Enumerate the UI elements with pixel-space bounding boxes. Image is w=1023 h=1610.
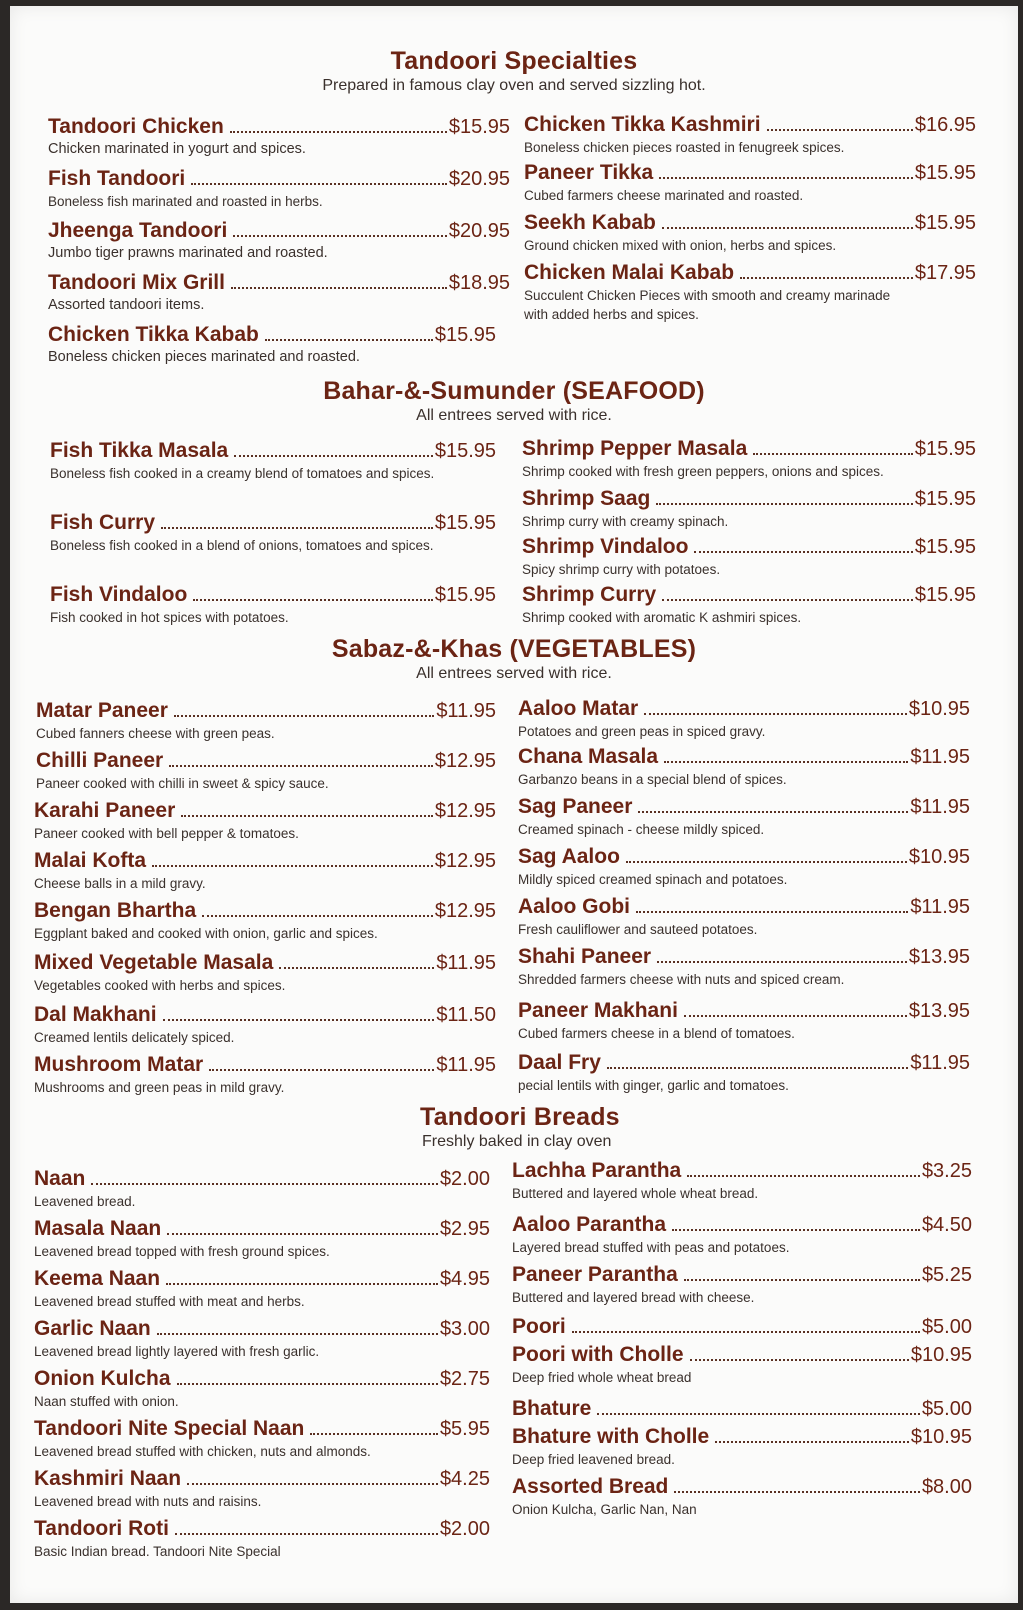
menu-item	[48, 218, 510, 263]
item-description: Mushrooms and green peas in mild gravy.	[34, 1080, 285, 1095]
section-seafood	[10, 376, 1018, 426]
dot-leader	[638, 811, 908, 813]
item-description: Leavened bread stuffed with meat and herbs.	[34, 1294, 305, 1309]
dot-leader	[662, 227, 913, 229]
menu-item	[48, 322, 496, 367]
item-description: Creamed spinach - cheese mildly spiced.	[518, 822, 765, 837]
item-name: Mixed Vegetable Masala	[34, 951, 274, 974]
dot-leader	[157, 1333, 438, 1335]
dot-leader	[636, 911, 908, 913]
menu-item	[34, 950, 496, 995]
item-description: Boneless fish cooked in a creamy blend of tomatoes and spices.	[50, 466, 435, 481]
item-description: Potatoes and green peas in spiced gravy.	[518, 724, 766, 739]
item-name: Kashmiri Naan	[34, 1467, 182, 1490]
dot-leader	[694, 551, 912, 553]
item-price: $13.95	[908, 1000, 970, 1022]
item-name: Garlic Naan	[34, 1317, 151, 1340]
dot-leader	[163, 1019, 435, 1021]
dot-leader	[690, 1359, 909, 1361]
dot-leader	[91, 1183, 438, 1185]
dot-leader	[167, 1233, 438, 1235]
dot-leader	[177, 1383, 438, 1385]
menu-item	[512, 1262, 972, 1307]
item-price: $15.95	[448, 116, 510, 138]
dot-leader	[767, 129, 913, 131]
menu-item	[36, 698, 496, 743]
item-price: $5.00	[921, 1316, 972, 1338]
menu-item	[34, 798, 496, 843]
item-price: $12.95	[434, 750, 496, 772]
menu-item	[34, 1316, 490, 1361]
dot-leader	[166, 1283, 438, 1285]
item-name: Bengan Bhartha	[34, 899, 197, 922]
menu-item	[512, 1212, 972, 1257]
dot-leader	[597, 1413, 920, 1415]
item-description: Fish cooked in hot spices with potatoes.	[50, 610, 289, 625]
item-name: Tandoori Mix Grill	[48, 271, 225, 294]
dot-leader	[202, 915, 433, 917]
menu-item	[518, 696, 970, 741]
menu-item	[34, 1002, 496, 1047]
dot-leader	[572, 1331, 920, 1333]
dot-leader	[657, 961, 907, 963]
item-description: Cubed farmers cheese in a blend of tomatoes.	[518, 1026, 795, 1041]
item-price: $12.95	[434, 900, 496, 922]
menu-item	[512, 1424, 972, 1469]
item-description: Spicy shrimp curry with potatoes.	[522, 562, 721, 577]
dot-leader	[279, 967, 434, 969]
section-tandoori-specialties	[10, 46, 1018, 96]
menu-item	[512, 1396, 972, 1422]
section-vegetables	[10, 634, 1018, 684]
menu-item	[512, 1158, 972, 1203]
item-price: $11.95	[910, 796, 970, 818]
item-name: Aaloo Matar	[518, 697, 639, 720]
item-description: Buttered and layered bread with cheese.	[512, 1290, 755, 1305]
item-price: $20.95	[448, 220, 510, 242]
item-name: Naan	[34, 1167, 86, 1190]
dot-leader	[265, 339, 433, 341]
section-subtitle: Prepared in famous clay oven and served sizzling hot.	[322, 77, 706, 94]
item-price: $4.50	[921, 1214, 972, 1236]
item-name: Aaloo Gobi	[518, 895, 630, 918]
item-price: $2.75	[439, 1368, 490, 1390]
item-name: Lachha Parantha	[512, 1159, 682, 1182]
item-description: Assorted tandoori items.	[48, 297, 205, 313]
menu-item	[512, 1342, 972, 1387]
dot-leader	[310, 1433, 438, 1435]
dot-leader	[181, 815, 433, 817]
dot-leader	[607, 1067, 908, 1069]
section-subtitle: All entrees served with rice.	[416, 665, 612, 682]
item-name: Malai Kofta	[34, 849, 147, 872]
menu-item	[522, 582, 976, 627]
item-description: Cubed farmers cheese marinated and roasted.	[524, 188, 804, 203]
menu-item	[36, 748, 496, 793]
item-name: Chicken Malai Kabab	[524, 261, 735, 284]
menu-item	[518, 998, 970, 1043]
item-name: Fish Tandoori	[48, 167, 186, 190]
menu-item	[34, 1052, 496, 1097]
dot-leader	[674, 1491, 920, 1493]
item-name: Daal Fry	[518, 1051, 601, 1074]
section-title: Tandoori Specialties	[390, 47, 638, 75]
item-name: Dal Makhani	[34, 1003, 157, 1026]
menu-item	[524, 260, 976, 324]
dot-leader	[152, 865, 433, 867]
item-description: Garbanzo beans in a special blend of spices.	[518, 772, 787, 787]
item-price: $10.95	[910, 1344, 972, 1366]
item-name: Sag Aaloo	[518, 845, 620, 868]
item-description: Shrimp curry with creamy spinach.	[522, 514, 729, 529]
item-description: Succulent Chicken Pieces with smooth and creamy marinade with added herbs and spices.	[524, 288, 891, 322]
item-description: Shrimp cooked with aromatic K ashmiri spices.	[522, 610, 802, 625]
item-description: Onion Kulcha, Garlic Nan, Nan	[512, 1502, 697, 1517]
item-name: Paneer Parantha	[512, 1263, 678, 1286]
section-subtitle: All entrees served with rice.	[416, 407, 612, 424]
menu-item	[524, 112, 976, 157]
menu-item	[34, 1266, 490, 1311]
dot-leader	[656, 503, 912, 505]
item-name: Mushroom Matar	[34, 1053, 204, 1076]
item-name: Chana Masala	[518, 745, 659, 768]
dot-leader	[684, 1015, 907, 1017]
item-description: Naan stuffed with onion.	[34, 1394, 179, 1409]
item-name: Bhature	[512, 1397, 592, 1420]
dot-leader	[161, 527, 433, 529]
menu-item	[34, 898, 496, 943]
item-description: Shrimp cooked with fresh green peppers, onions and spices.	[522, 464, 884, 479]
item-price: $3.25	[921, 1160, 972, 1182]
item-name: Shrimp Saag	[522, 487, 651, 510]
dot-leader	[644, 713, 907, 715]
menu-item	[34, 1366, 490, 1411]
section-title: Sabaz-&-Khas (VEGETABLES)	[331, 635, 697, 663]
item-description: Ground chicken mixed with onion, herbs and spices.	[524, 238, 837, 253]
item-price: $2.00	[439, 1168, 490, 1190]
dot-leader	[209, 1069, 434, 1071]
item-description: Cheese balls in a mild gravy.	[34, 876, 206, 891]
item-price: $10.95	[908, 846, 970, 868]
section-title: Bahar-&-Sumunder (SEAFOOD)	[323, 377, 705, 405]
menu-item	[518, 894, 970, 939]
item-description: pecial lentils with ginger, garlic and tomatoes.	[518, 1078, 789, 1093]
menu-item	[48, 270, 510, 315]
item-price: $11.95	[910, 1052, 970, 1074]
dot-leader	[664, 761, 908, 763]
item-price: $4.25	[439, 1468, 490, 1490]
item-name: Paneer Makhani	[518, 999, 678, 1022]
item-description: Creamed lentils delicately spiced.	[34, 1030, 235, 1045]
menu-item	[48, 114, 510, 159]
item-description: Leavened bread with nuts and raisins.	[34, 1494, 262, 1509]
item-price: $15.95	[434, 440, 496, 462]
item-price: $2.00	[439, 1518, 490, 1540]
menu-item	[518, 794, 970, 839]
item-name: Matar Paneer	[36, 699, 168, 722]
menu-item	[34, 1166, 490, 1211]
item-name: Shahi Paneer	[518, 945, 652, 968]
menu-item	[34, 1466, 490, 1511]
dot-leader	[175, 1533, 438, 1535]
item-price: $2.95	[439, 1218, 490, 1240]
menu-item	[50, 510, 496, 555]
item-description: Basic Indian bread. Tandoori Nite Special	[34, 1544, 281, 1559]
menu-item	[522, 436, 976, 481]
item-price: $17.95	[914, 262, 976, 284]
item-price: $8.00	[921, 1476, 972, 1498]
item-name: Sag Paneer	[518, 795, 633, 818]
menu-item	[512, 1474, 972, 1519]
menu-item	[518, 944, 970, 989]
item-price: $15.95	[914, 162, 976, 184]
item-price: $16.95	[914, 114, 976, 136]
section-breads	[420, 1102, 670, 1152]
item-name: Fish Vindaloo	[50, 583, 188, 606]
dot-leader	[659, 177, 913, 179]
item-name: Poori with Cholle	[512, 1343, 684, 1366]
menu-item	[34, 1416, 490, 1461]
item-name: Shrimp Curry	[522, 583, 657, 606]
item-description: Leavened bread.	[34, 1194, 136, 1209]
item-price: $11.95	[436, 1054, 496, 1076]
item-price: $11.95	[436, 700, 496, 722]
dot-leader	[684, 1279, 920, 1281]
item-price: $4.95	[439, 1268, 490, 1290]
item-description: Buttered and layered whole wheat bread.	[512, 1186, 759, 1201]
item-name: Chicken Tikka Kabab	[48, 323, 259, 346]
dot-leader	[753, 453, 913, 455]
menu-item	[48, 166, 510, 211]
item-price: $10.95	[908, 698, 970, 720]
menu-item	[50, 438, 496, 483]
item-description: Mildly spiced creamed spinach and potatoes.	[518, 872, 788, 887]
dot-leader	[193, 599, 433, 601]
item-price: $13.95	[908, 946, 970, 968]
item-price: $15.95	[434, 512, 496, 534]
item-price: $15.95	[914, 212, 976, 234]
item-name: Tandoori Nite Special Naan	[34, 1417, 305, 1440]
item-price: $20.95	[448, 168, 510, 190]
item-price: $15.95	[434, 324, 496, 346]
menu-item	[50, 582, 496, 627]
item-description: Shredded farmers cheese with nuts and spiced cream.	[518, 972, 845, 987]
item-description: Fresh cauliflower and sauteed potatoes.	[518, 922, 758, 937]
item-price: $5.00	[921, 1398, 972, 1420]
item-description: Boneless chicken pieces roasted in fenugreek spices.	[524, 140, 845, 155]
menu-item	[34, 848, 496, 893]
item-price: $12.95	[434, 850, 496, 872]
item-description: Eggplant baked and cooked with onion, garlic and spices.	[34, 926, 378, 941]
item-description: Vegetables cooked with herbs and spices.	[34, 978, 286, 993]
item-description: Boneless chicken pieces marinated and roasted.	[48, 349, 360, 365]
item-price: $15.95	[914, 584, 976, 606]
item-description: Deep fried leavened bread.	[512, 1452, 675, 1467]
dot-leader	[662, 599, 913, 601]
menu-item	[522, 486, 976, 531]
item-name: Assorted Bread	[512, 1475, 669, 1498]
menu-page	[10, 6, 1018, 1603]
section-subtitle: Freshly baked in clay oven	[422, 1133, 612, 1150]
dot-leader	[191, 183, 447, 185]
item-name: Keema Naan	[34, 1267, 161, 1290]
item-price: $12.95	[434, 800, 496, 822]
dot-leader	[187, 1483, 438, 1485]
item-price: $11.95	[436, 952, 496, 974]
item-price: $11.50	[436, 1004, 496, 1026]
item-description: Boneless fish cooked in a blend of onions, tomatoes and spices.	[50, 538, 434, 553]
menu-item	[524, 160, 976, 205]
dot-leader	[230, 131, 447, 133]
dot-leader	[687, 1175, 920, 1177]
item-name: Chicken Tikka Kashmiri	[524, 113, 761, 136]
item-name: Jheenga Tandoori	[48, 219, 228, 242]
item-description: Jumbo tiger prawns marinated and roasted.	[48, 245, 328, 261]
dot-leader	[672, 1229, 920, 1231]
item-description: Cubed fanners cheese with green peas.	[36, 726, 275, 741]
item-price: $15.95	[434, 584, 496, 606]
menu-item	[518, 1050, 970, 1095]
item-price: $11.95	[910, 896, 970, 918]
dot-leader	[234, 455, 433, 457]
item-name: Karahi Paneer	[34, 799, 176, 822]
item-name: Tandoori Roti	[34, 1517, 169, 1540]
item-description: Paneer cooked with chilli in sweet & spicy sauce.	[36, 776, 329, 791]
dot-leader	[715, 1441, 909, 1443]
item-price: $15.95	[914, 488, 976, 510]
menu-item	[34, 1216, 490, 1261]
item-name: Fish Tikka Masala	[50, 439, 229, 462]
item-price: $10.95	[910, 1426, 972, 1448]
item-price: $3.00	[439, 1318, 490, 1340]
dot-leader	[626, 861, 907, 863]
dot-leader	[169, 765, 433, 767]
item-name: Tandoori Chicken	[48, 115, 224, 138]
menu-item	[524, 210, 976, 255]
item-name: Aaloo Parantha	[512, 1213, 667, 1236]
item-description: Paneer cooked with bell pepper & tomatoes.	[34, 826, 299, 841]
item-name: Bhature with Cholle	[512, 1425, 710, 1448]
menu-item	[518, 844, 970, 889]
item-price: $5.25	[921, 1264, 972, 1286]
item-description: Leavened bread topped with fresh ground spices.	[34, 1244, 330, 1259]
item-name: Shrimp Pepper Masala	[522, 437, 748, 460]
item-description: Chicken marinated in yogurt and spices.	[48, 141, 306, 157]
item-name: Fish Curry	[50, 511, 156, 534]
item-price: $15.95	[914, 536, 976, 558]
item-price: $11.95	[910, 746, 970, 768]
item-name: Shrimp Vindaloo	[522, 535, 689, 558]
item-description: Deep fried whole wheat bread	[512, 1370, 692, 1385]
dot-leader	[740, 277, 913, 279]
dot-leader	[174, 715, 434, 717]
dot-leader	[231, 287, 447, 289]
item-description: Layered bread stuffed with peas and potatoes.	[512, 1240, 790, 1255]
menu-item	[512, 1314, 972, 1340]
section-title: Tandoori Breads	[420, 1103, 620, 1131]
item-name: Chilli Paneer	[36, 749, 164, 772]
menu-item	[34, 1516, 490, 1561]
item-description: Leavened bread lightly layered with fresh garlic.	[34, 1344, 320, 1359]
item-price: $18.95	[448, 272, 510, 294]
item-name: Masala Naan	[34, 1217, 162, 1240]
dot-leader	[233, 235, 447, 237]
item-description: Boneless fish marinated and roasted in herbs.	[48, 194, 323, 209]
item-description: Leavened bread stuffed with chicken, nuts and almonds.	[34, 1444, 371, 1459]
menu-item	[522, 534, 976, 579]
item-name: Paneer Tikka	[524, 161, 654, 184]
item-name: Onion Kulcha	[34, 1367, 171, 1390]
item-name: Seekh Kabab	[524, 211, 656, 234]
item-price: $5.95	[439, 1418, 490, 1440]
item-price: $15.95	[914, 438, 976, 460]
menu-item	[518, 744, 970, 789]
item-name: Poori	[512, 1315, 566, 1338]
